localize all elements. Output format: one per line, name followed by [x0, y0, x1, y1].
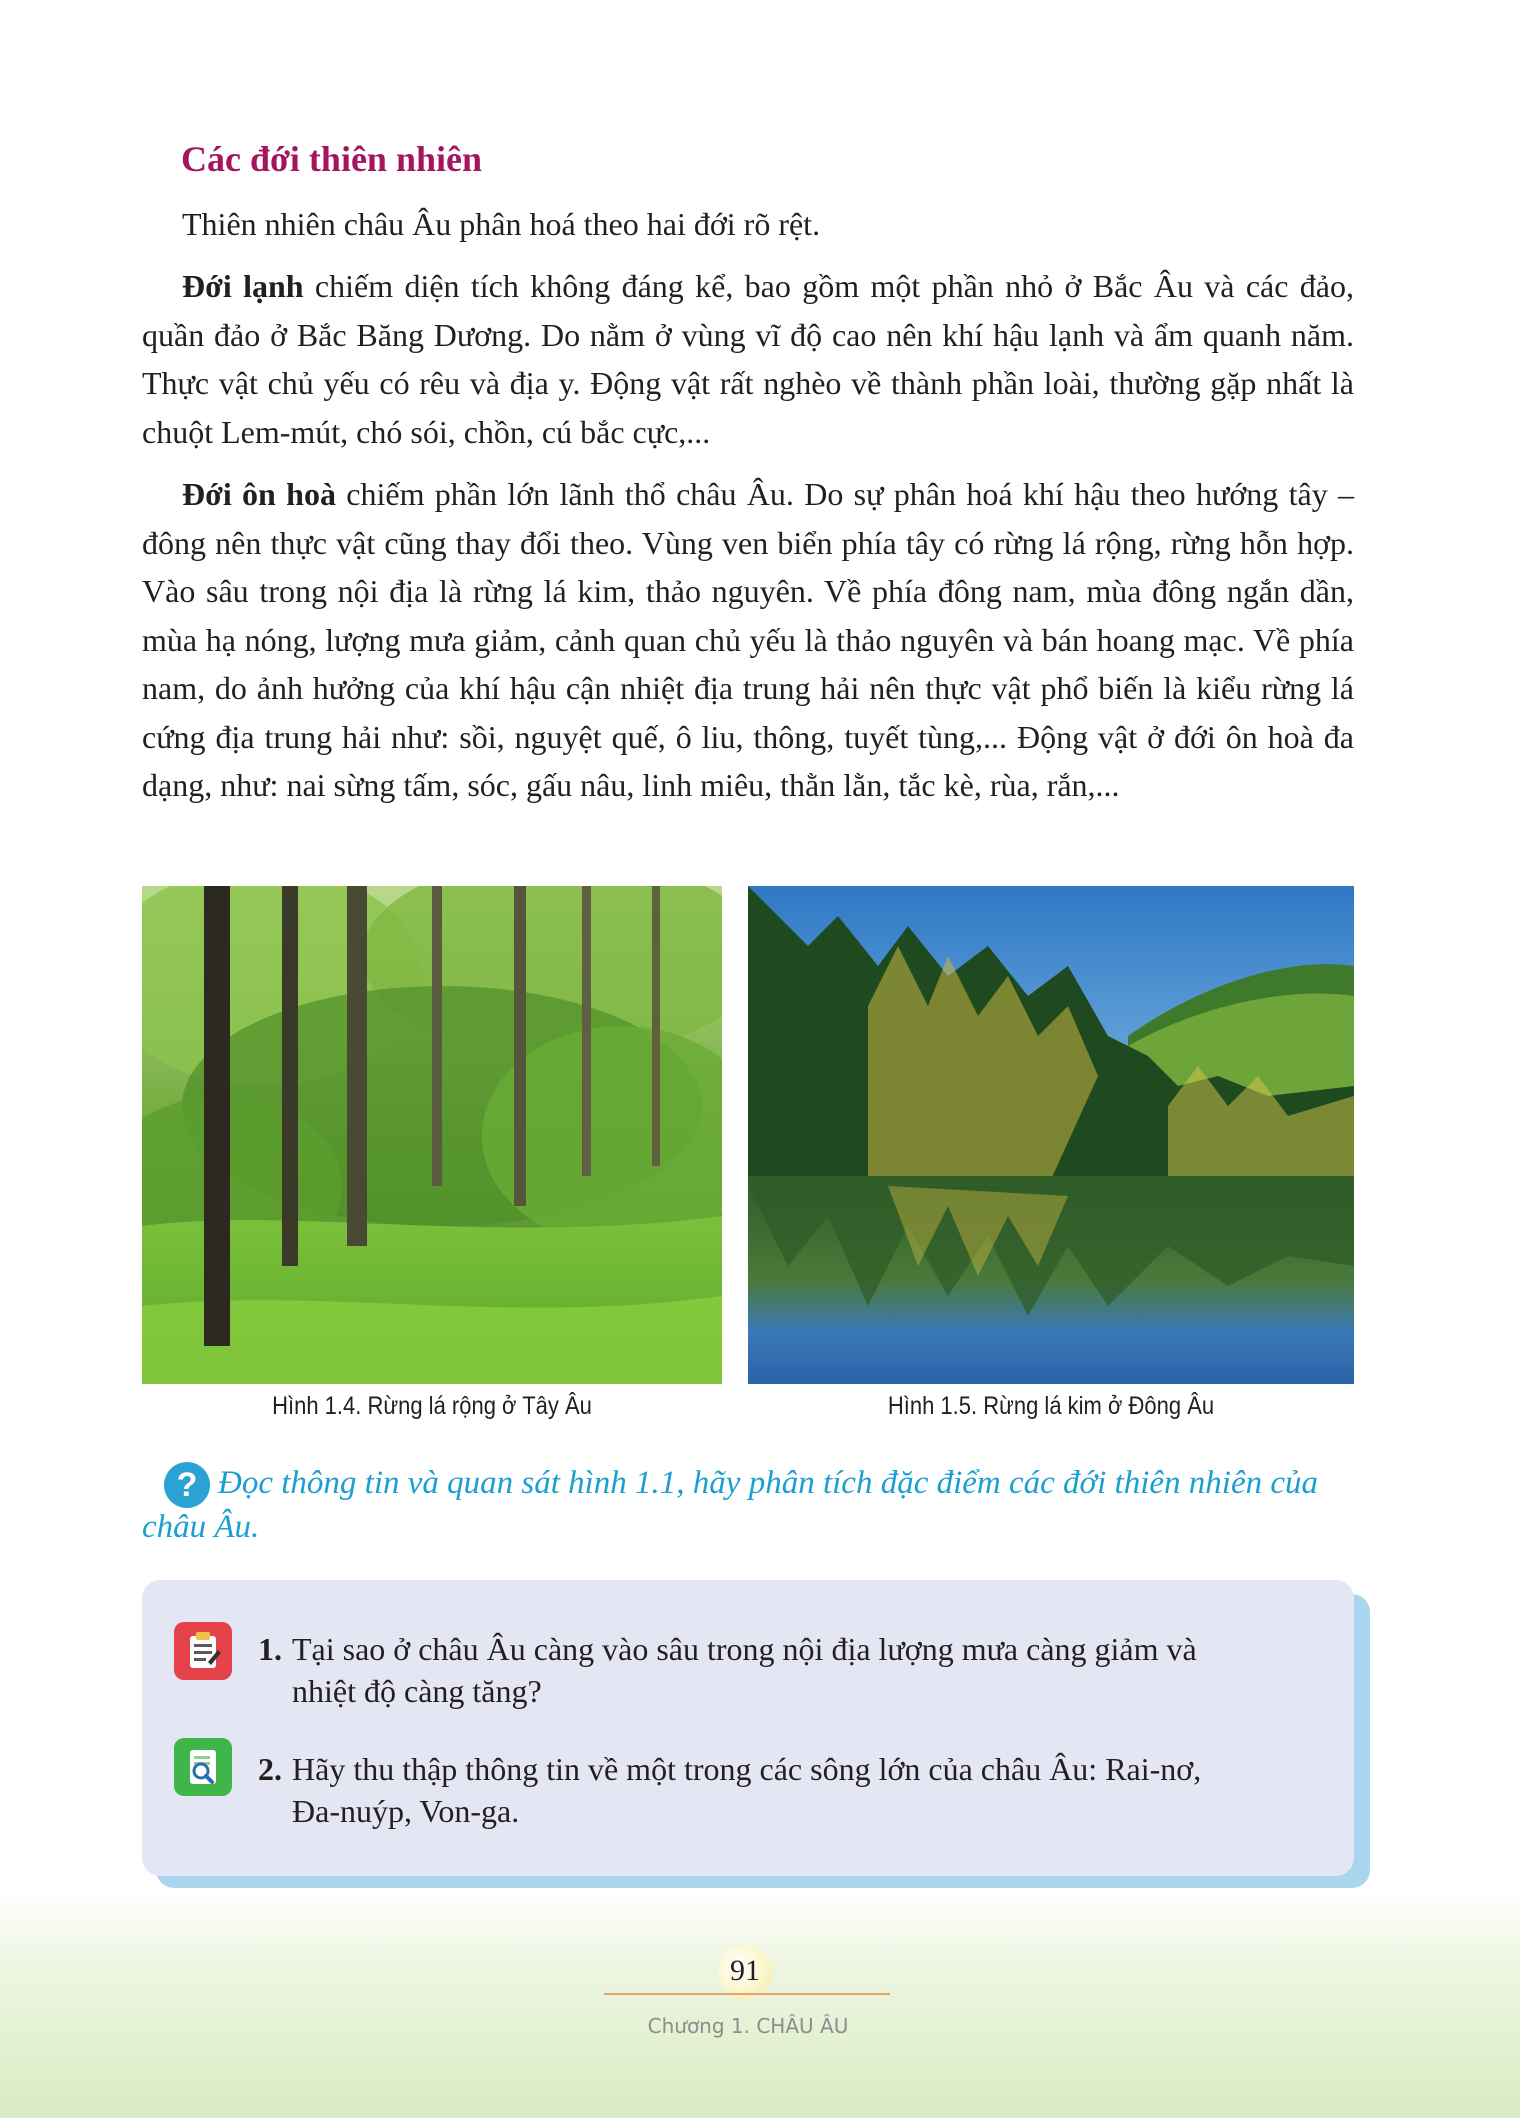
temperate-zone-paragraph — [142, 470, 1354, 810]
task-number: 2. — [258, 1751, 282, 1787]
task-number: 1. — [258, 1631, 282, 1667]
broadleaf-forest-photo — [142, 886, 722, 1384]
temperate-zone-text: chiếm phần lớn lãnh thổ châu Âu. Do sự phân hoá khí hậu theo hướng tây – đông nên thực vật cũng thay đổi theo. Vùng ven biển phía tây có rừng lá rộng, rừng hỗn hợp. Vào sâu trong nội địa là rừng lá kim, thảo nguyên. Về phía đông nam, mùa đông ngắn dần, mùa hạ nóng, lượng mưa giảm, cảnh quan chủ yếu là thảo nguyên và bán hoang mạc. Về phía nam, do ảnh hưởng của khí hậu cận nhiệt địa trung hải nên thực vật phổ biến là kiểu rừng lá cứng địa trung hải như: sồi, nguyệt quế, ô liu, thông, tuyết tùng,... Động vật ở đới ôn hoà đa dạng, như: nai sừng tấm, sóc, gấu nâu, linh miêu, thằn lằn, tắc kè, rùa, rắn,... — [142, 476, 1355, 803]
task-text: Tại sao ở châu Âu càng vào sâu trong nội địa lượng mưa càng giảm và nhiệt độ càng tăng? — [292, 1631, 1197, 1709]
conifer-forest-lake-photo — [748, 886, 1354, 1384]
cold-zone-paragraph — [142, 262, 1354, 456]
task-text: Hãy thu thập thông tin về một trong các sông lớn của châu Âu: Rai-nơ, Đa-nuýp, Von-ga. — [292, 1751, 1202, 1829]
figure-caption: Hình 1.4. Rừng lá rộng ở Tây Âu — [272, 1392, 592, 1420]
page-number: 91 — [730, 1954, 760, 1987]
question-icon: ? — [164, 1462, 210, 1508]
figure-caption: Hình 1.5. Rừng lá kim ở Đông Âu — [887, 1392, 1215, 1420]
magnifier-document-icon — [174, 1738, 232, 1796]
question-text: Đọc thông tin và quan sát hình 1.1, hãy phân tích đặc điểm các đới thiên nhiên của châu Âu. — [142, 1465, 1319, 1545]
chapter-label: Chương 1. CHÂU ÂU — [647, 2014, 849, 2038]
clipboard-icon — [174, 1622, 232, 1680]
cold-zone-text: chiếm diện tích không đáng kể, bao gồm một phần nhỏ ở Bắc Âu và các đảo, quần đảo ở Bắc Băng Dương. Do nằm ở vùng vĩ độ cao nên khí hậu lạnh và ẩm quanh năm. Thực vật chủ yếu có rêu và địa y. Động vật rất nghèo về thành phần loài, thường gặp nhất là chuột Lem-mút, chó sói, chồn, cú bắc cực,... — [142, 268, 1355, 450]
footer-divider — [604, 1993, 890, 1995]
section-title: Các đới thiên nhiên — [181, 139, 482, 179]
intro-paragraph: Thiên nhiên châu Âu phân hoá theo hai đới rõ rệt. — [182, 206, 821, 242]
temperate-zone-term: Đới ôn hoà — [182, 476, 336, 512]
cold-zone-term: Đới lạnh — [182, 268, 304, 304]
